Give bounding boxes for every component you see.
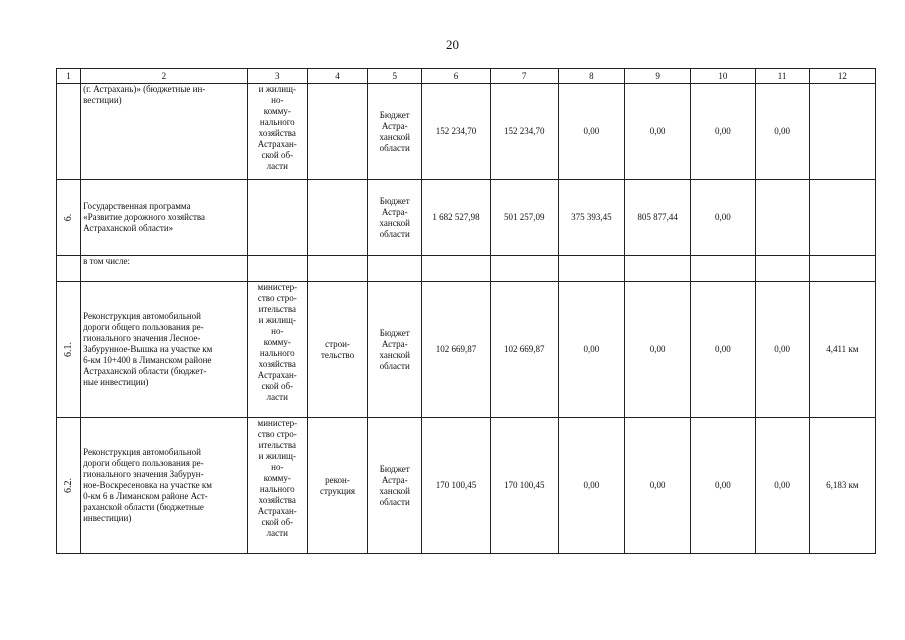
value-cell-v6 [422,256,490,282]
value-cell-v11 [755,180,809,256]
value-cell-v6: 1 682 527,98 [422,180,490,256]
column-header: 7 [490,69,558,84]
value-cell-v6: 102 669,87 [422,282,490,418]
row-number-cell [57,256,81,282]
work-type-cell [307,256,367,282]
value-cell-v8: 0,00 [558,84,624,180]
column-header: 3 [247,69,307,84]
object-name-cell: Реконструкция автомобильной дороги общего пользования ре- гионального значения Лесное- Забурунное-Вышка на участке км 6-км 10+400 в Лиманском районе Астраханской области (бюджет- ные инвестиции) [81,282,248,418]
table-row [57,418,876,554]
column-header: 1 [57,69,81,84]
executor-cell [247,180,307,256]
column-header: 9 [625,69,691,84]
executor-cell: министер- ство стро- ительства и жилищ- но- комму- нального хозяйства Астрахан- ской об- ласти [247,282,307,418]
table-row [57,256,876,282]
value-cell-v9: 0,00 [625,282,691,418]
column-header: 2 [81,69,248,84]
value-cell-v11: 0,00 [755,84,809,180]
executor-cell: и жилищ- но- комму- нального хозяйства Астрахан- ской об- ласти [247,84,307,180]
value-cell-v7 [490,256,558,282]
column-header-row [57,69,876,84]
object-name-cell: в том числе: [81,256,248,282]
value-cell-v12 [809,84,875,180]
column-header: 6 [422,69,490,84]
funding-source-cell: Бюджет Астра- ханской области [368,418,422,554]
object-name-cell: Реконструкция автомобильной дороги общего пользования ре- гионального значения Забурун- ное-Воскресеновка на участке км 0-км 6 в Лиманском районе Аст- раханской области (бюджетные инвестиции) [81,418,248,554]
value-cell-v8: 0,00 [558,418,624,554]
value-cell-v8: 375 393,45 [558,180,624,256]
value-cell-v12: 4,411 км [809,282,875,418]
value-cell-v12 [809,180,875,256]
funding-source-cell: Бюджет Астра- ханской области [368,282,422,418]
row-number: 6.2. [63,478,75,494]
value-cell-v8: 0,00 [558,282,624,418]
work-type-cell [307,180,367,256]
work-type-cell: строи- тельство [307,282,367,418]
table-row [57,84,876,180]
value-cell-v7: 501 257,09 [490,180,558,256]
value-cell-v6: 152 234,70 [422,84,490,180]
funding-source-cell [368,256,422,282]
column-header: 10 [691,69,755,84]
row-number-cell [57,418,81,554]
value-cell-v10 [691,256,755,282]
object-name-cell: (г. Астрахань)» (бюджетные ин- вестиции) [81,84,248,180]
page-number: 20 [446,37,459,52]
funding-source-cell: Бюджет Астра- ханской области [368,180,422,256]
budget-table [56,68,876,554]
value-cell-v11: 0,00 [755,282,809,418]
value-cell-v7: 152 234,70 [490,84,558,180]
funding-source-cell: Бюджет Астра- ханской области [368,84,422,180]
value-cell-v6: 170 100,45 [422,418,490,554]
value-cell-v9: 805 877,44 [625,180,691,256]
column-header: 11 [755,69,809,84]
column-header: 8 [558,69,624,84]
value-cell-v12 [809,256,875,282]
table-row [57,282,876,418]
value-cell-v9: 0,00 [625,418,691,554]
work-type-cell: рекон- струкция [307,418,367,554]
column-header: 5 [368,69,422,84]
value-cell-v8 [558,256,624,282]
work-type-cell [307,84,367,180]
value-cell-v10: 0,00 [691,84,755,180]
value-cell-v7: 102 669,87 [490,282,558,418]
row-number: 6. [63,213,75,222]
value-cell-v11 [755,256,809,282]
executor-cell: министер- ство стро- ительства и жилищ- но- комму- нального хозяйства Астрахан- ской об- ласти [247,418,307,554]
column-header: 12 [809,69,875,84]
value-cell-v12: 6,183 км [809,418,875,554]
value-cell-v9: 0,00 [625,84,691,180]
value-cell-v10: 0,00 [691,418,755,554]
row-number-cell [57,84,81,180]
row-number: 6.1. [63,342,75,358]
row-number-cell [57,282,81,418]
value-cell-v7: 170 100,45 [490,418,558,554]
value-cell-v10: 0,00 [691,282,755,418]
executor-cell [247,256,307,282]
value-cell-v11: 0,00 [755,418,809,554]
value-cell-v9 [625,256,691,282]
table-row [57,180,876,256]
row-number-cell [57,180,81,256]
object-name-cell: Государственная программа «Развитие дорожного хозяйства Астраханской области» [81,180,248,256]
column-header: 4 [307,69,367,84]
value-cell-v10: 0,00 [691,180,755,256]
